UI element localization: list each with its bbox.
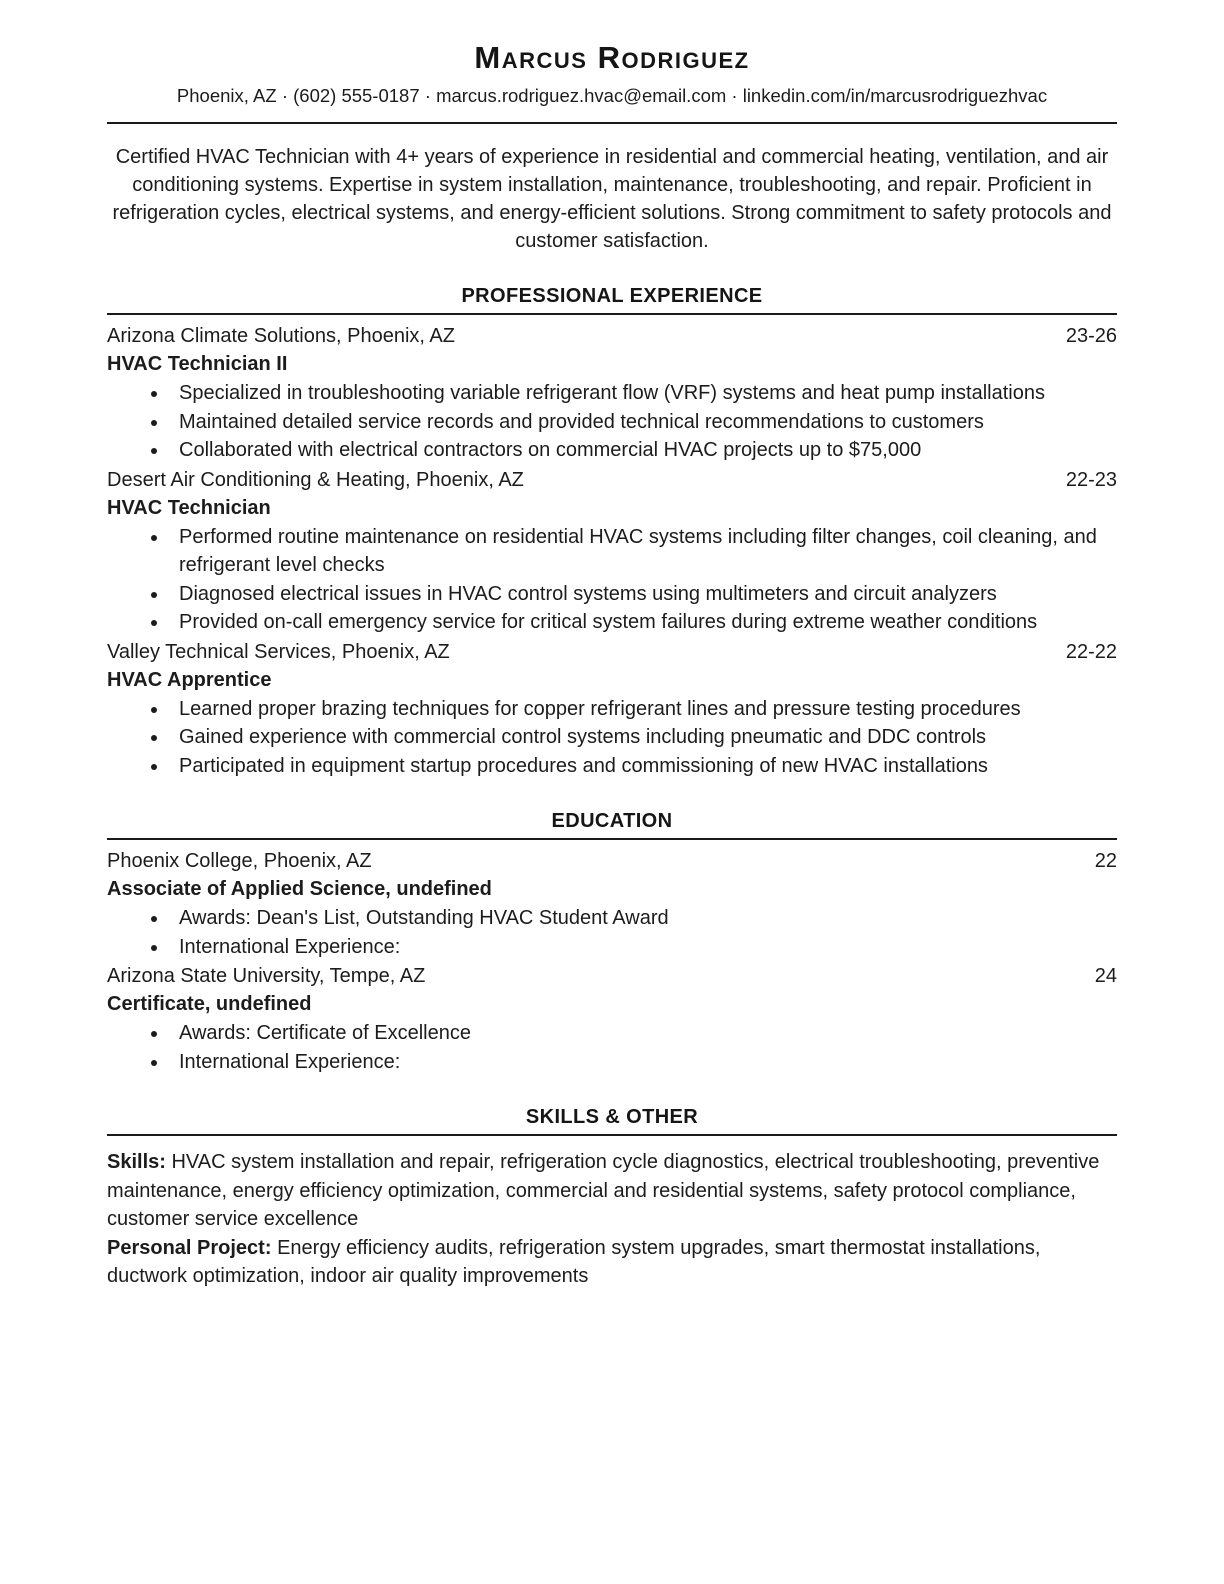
job-dates: 22-22 xyxy=(1065,640,1117,663)
school-header xyxy=(107,847,1117,875)
education-entry xyxy=(107,847,1117,961)
section-skills-other xyxy=(107,1105,1117,1291)
job-bullet: • Maintained detailed service records and provided technical recommendations to customers xyxy=(169,408,1117,437)
job-title: HVAC Technician xyxy=(107,496,271,519)
skills-body xyxy=(107,1148,1117,1291)
job-bullet: • Gained experience with commercial control systems including pneumatic and DDC controls xyxy=(169,723,1117,752)
job-bullet: • Participated in equipment startup procedures and commissioning of new HVAC installations xyxy=(169,752,1117,781)
company-name: Desert Air Conditioning & Heating, Phoenix, AZ xyxy=(107,468,524,491)
job-bullet: • Performed routine maintenance on residential HVAC systems including filter changes, coil cleaning, and refrigerant level checks xyxy=(169,523,1117,580)
job-bullet-list xyxy=(107,695,1117,781)
education-bullet: • Awards: Certificate of Excellence xyxy=(169,1019,1117,1048)
section-professional-experience xyxy=(107,284,1117,780)
resume-header xyxy=(107,38,1117,124)
school-dates: 22 xyxy=(1094,850,1117,872)
job-bullet-list xyxy=(107,523,1117,637)
education-body xyxy=(107,847,1117,1076)
contact-line: Phoenix, AZ · (602) 555-0187 · marcus.rodriguez.hvac@email.com · linkedin.com/in/marcusrodriguezhvac xyxy=(176,85,1048,106)
job-dates: 23-26 xyxy=(1065,325,1117,347)
candidate-name: Marcus Rodriguez xyxy=(474,40,750,75)
job-header xyxy=(107,638,1117,666)
header-divider xyxy=(107,122,1117,124)
experience-divider xyxy=(107,313,1117,315)
job-bullet: • Specialized in troubleshooting variable refrigerant flow (VRF) systems and heat pump installations xyxy=(169,379,1117,408)
skills-text: HVAC system installation and repair, refrigeration cycle diagnostics, electrical troubleshooting, preventive maintenance, energy efficiency optimization, commercial and residential systems, safety protocol compliance, customer service excellence xyxy=(107,1151,1100,1230)
personal-project-text: Energy efficiency audits, refrigeration system upgrades, smart thermostat installations, ductwork optimization, indoor air quality improvements xyxy=(107,1236,1041,1287)
section-education xyxy=(107,809,1117,1076)
education-bullet: • International Experience: xyxy=(169,933,1117,962)
personal-project-paragraph xyxy=(107,1234,1117,1291)
school-header xyxy=(107,962,1117,990)
school-dates: 24 xyxy=(1094,965,1117,987)
school-name: Phoenix College, Phoenix, AZ xyxy=(107,850,372,872)
school-name: Arizona State University, Tempe, AZ xyxy=(107,965,426,987)
skills-divider xyxy=(107,1134,1117,1136)
education-bullet-list xyxy=(107,1019,1117,1076)
section-title-skills: SKILLS & OTHER xyxy=(525,1106,699,1128)
company-name: Valley Technical Services, Phoenix, AZ xyxy=(107,640,450,663)
summary-paragraph: Certified HVAC Technician with 4+ years of experience in residential and commercial heating, ventilation, and air conditioning systems. Expertise in system installation, maintenance, troubleshooting, and repair. Proficient in refrigeration cycles, electrical systems, and energy-efficient solutions. Strong commitment to safety protocols and customer satisfaction. xyxy=(112,146,1112,252)
job-bullet: • Diagnosed electrical issues in HVAC control systems using multimeters and circuit analyzers xyxy=(169,580,1117,609)
education-bullet: • International Experience: xyxy=(169,1048,1117,1077)
job-header xyxy=(107,466,1117,494)
section-title-experience: PROFESSIONAL EXPERIENCE xyxy=(461,285,763,307)
job-dates: 22-23 xyxy=(1065,468,1117,491)
degree-title: Associate of Applied Science, undefined xyxy=(107,878,492,900)
job-entry xyxy=(107,322,1117,465)
skills-paragraph xyxy=(107,1148,1117,1234)
education-bullet: • Awards: Dean's List, Outstanding HVAC Student Award xyxy=(169,904,1117,933)
job-entry xyxy=(107,466,1117,637)
section-title-education: EDUCATION xyxy=(551,810,673,832)
job-entry xyxy=(107,638,1117,781)
skills-label: Skills: xyxy=(107,1151,166,1173)
job-bullet-list xyxy=(107,379,1117,465)
job-title: HVAC Apprentice xyxy=(107,668,272,691)
job-header xyxy=(107,322,1117,350)
job-bullet: • Provided on-call emergency service for critical system failures during extreme weather conditions xyxy=(169,608,1117,637)
education-entry xyxy=(107,962,1117,1076)
job-title: HVAC Technician II xyxy=(107,353,288,375)
degree-title: Certificate, undefined xyxy=(107,993,312,1015)
company-name: Arizona Climate Solutions, Phoenix, AZ xyxy=(107,325,455,347)
job-bullet: • Learned proper brazing techniques for copper refrigerant lines and pressure testing procedures xyxy=(169,695,1117,724)
education-bullet-list xyxy=(107,904,1117,961)
experience-body xyxy=(107,322,1117,780)
personal-project-label: Personal Project: xyxy=(107,1236,272,1259)
education-divider xyxy=(107,838,1117,840)
job-bullet: • Collaborated with electrical contractors on commercial HVAC projects up to $75,000 xyxy=(169,436,1117,465)
